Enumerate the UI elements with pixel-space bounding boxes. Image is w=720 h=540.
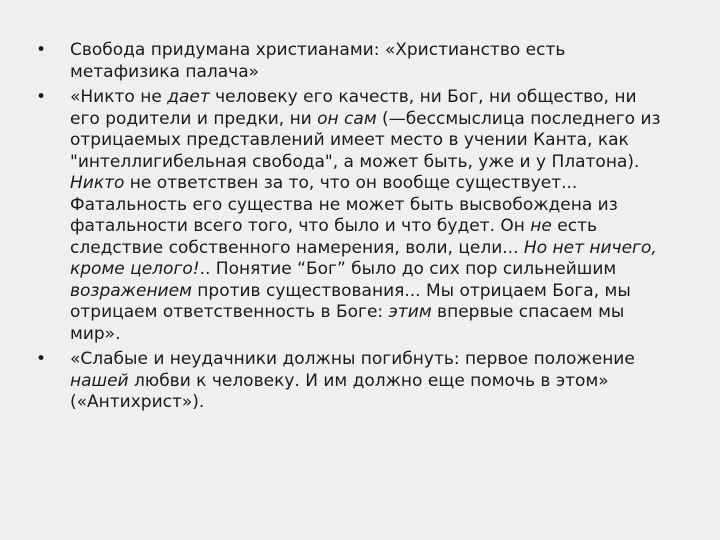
text-segment: есть следствие собственного намерения, воли, цели... bbox=[70, 216, 597, 258]
text-segment: «Никто не bbox=[70, 87, 168, 107]
bullet-icon: • bbox=[36, 349, 47, 369]
italic-text: нашей bbox=[70, 370, 129, 391]
italic-text: возражением bbox=[70, 280, 192, 301]
text-segment: (—бессмыслица последнего из отрицаемых представлений имеет место в учении Канта, как "интеллигибельная свобода", а может быть, уже и у Платона). bbox=[70, 108, 661, 172]
text-segment: Свобода придумана христианами: «Христианство есть метафизика палача» bbox=[70, 40, 566, 82]
bullet-item-1 bbox=[36, 40, 666, 83]
text-segment: не ответствен за то, что он вообще существует... Фатальность его существа не может быть высвобождена из фатальности всего того, что было и что будет. Он bbox=[70, 173, 618, 236]
bullet-icon: • bbox=[36, 40, 47, 60]
bullet-icon: • bbox=[36, 87, 47, 107]
bullet-list bbox=[36, 40, 666, 418]
bullet-item-3 bbox=[36, 349, 666, 414]
italic-text: этим bbox=[388, 302, 432, 322]
text-segment: «Слабые и неудачники должны погибнуть: первое положение bbox=[70, 349, 635, 369]
bullet-item-2 bbox=[36, 87, 666, 345]
text-segment: против существования... Мы отрицаем Бога, мы отрицаем ответственность в Боге: bbox=[70, 280, 631, 322]
italic-text: он сам bbox=[317, 108, 377, 129]
italic-text: дает bbox=[167, 87, 210, 107]
text-segment: впервые спасаем мы мир». bbox=[70, 302, 625, 344]
italic-text: Но нет ничего, кроме целого! bbox=[70, 237, 657, 279]
italic-text: не bbox=[530, 216, 552, 236]
text-segment: любви к человеку. И им должно еще помочь в этом» («Антихрист»). bbox=[70, 370, 609, 412]
italic-text: Никто bbox=[70, 173, 125, 193]
text-segment: человеку его качеств, ни Бог, ни общество, ни его родители и предки, ни bbox=[70, 87, 637, 129]
text-segment: .. Понятие “Бог” было до сих пор сильнейшим bbox=[199, 259, 617, 279]
